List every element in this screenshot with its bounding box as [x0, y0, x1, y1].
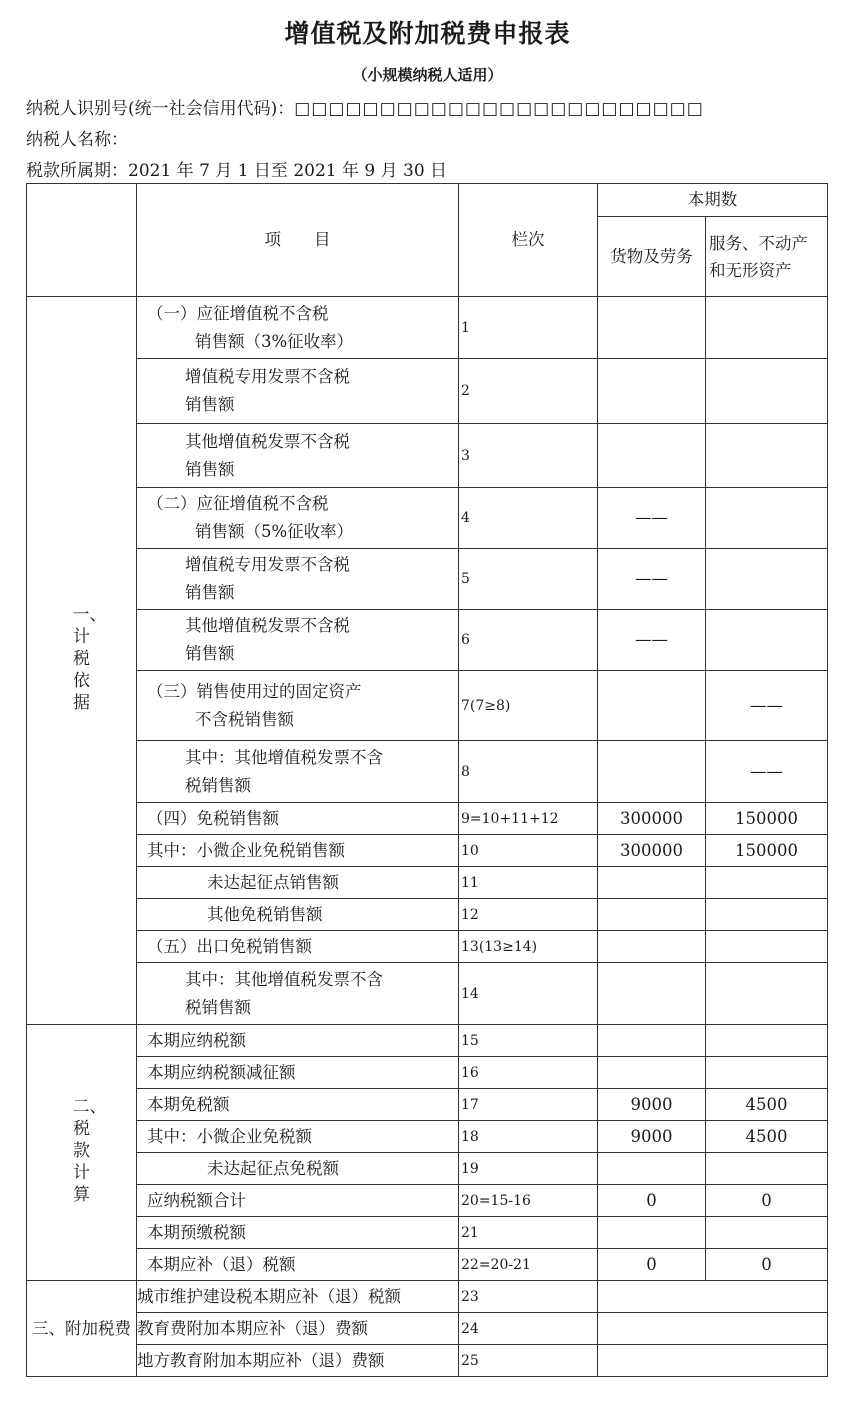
- table-row: [27, 1313, 828, 1345]
- declaration-table: [26, 183, 828, 1377]
- tax-period-value: 2021 年 7 月 1 日至 2021 年 9 月 30 日: [128, 161, 448, 181]
- row-item-label: [137, 488, 459, 549]
- row-goods-amount[interactable]: [598, 671, 706, 741]
- row-column-number: 17: [459, 1089, 598, 1121]
- row-column-number: 1: [459, 297, 598, 359]
- row-item-text: （四）免税销售额: [147, 808, 279, 828]
- row-services-amount[interactable]: 150000: [706, 835, 828, 867]
- row-column-number: 14: [459, 963, 598, 1025]
- row-column-number: 23: [459, 1281, 598, 1313]
- section-cell-blank: [27, 184, 137, 297]
- row-item-label: [137, 1089, 459, 1121]
- table-row: [27, 963, 828, 1025]
- row-item-label: [137, 610, 459, 671]
- row-column-number: 20=15-16: [459, 1185, 598, 1217]
- row-services-amount[interactable]: [706, 1025, 828, 1057]
- row-column-number: 4: [459, 488, 598, 549]
- row-services-amount[interactable]: [706, 1217, 828, 1249]
- row-column-number: 2: [459, 359, 598, 424]
- row-column-number: 25: [459, 1345, 598, 1377]
- row-services-amount[interactable]: 150000: [706, 803, 828, 835]
- tax-period-label: 税款所属期：: [26, 161, 128, 181]
- row-item-text: 城市维护建设税本期应补（退）税额: [137, 1286, 401, 1306]
- row-goods-amount[interactable]: 9000: [598, 1121, 706, 1153]
- row-item-label: [137, 1313, 459, 1345]
- row-item-text: 税销售额: [185, 997, 251, 1017]
- header-goods: 货物及劳务: [598, 217, 706, 297]
- table-row: [27, 899, 828, 931]
- header-column: 栏次: [459, 184, 598, 297]
- row-item-text: 其中：小微企业免税额: [147, 1126, 312, 1146]
- row-item-text: 地方教育附加本期应补（退）费额: [137, 1350, 385, 1370]
- row-item-label: [137, 741, 459, 803]
- row-goods-amount[interactable]: [598, 867, 706, 899]
- row-item-label: [137, 1345, 459, 1377]
- table-row: [27, 741, 828, 803]
- row-item-text: 不含税销售额: [195, 709, 294, 729]
- row-item-text: 销售额: [185, 395, 235, 414]
- row-goods-amount[interactable]: [598, 741, 706, 803]
- row-goods-amount[interactable]: ——: [598, 488, 706, 549]
- row-services-amount[interactable]: [706, 1153, 828, 1185]
- table-row: [27, 1185, 828, 1217]
- row-item-label: [137, 1185, 459, 1217]
- row-item-text: 其他增值税发票不含税: [185, 431, 350, 451]
- row-goods-amount[interactable]: 0: [598, 1185, 706, 1217]
- row-services-amount[interactable]: ——: [706, 671, 828, 741]
- row-item-label: [137, 1249, 459, 1281]
- table-row: [27, 1281, 828, 1313]
- row-item-text: （三）销售使用过的固定资产: [147, 681, 362, 701]
- taxpayer-id-line: [26, 94, 704, 119]
- row-item-text: 税销售额: [185, 775, 251, 795]
- section-label-1: [27, 297, 137, 1025]
- row-column-number: 22=20-21: [459, 1249, 598, 1281]
- table-row: [27, 1121, 828, 1153]
- table-row: [27, 1025, 828, 1057]
- table-row: [27, 1249, 828, 1281]
- table-row: [27, 297, 828, 359]
- row-item-text: 销售额: [185, 644, 235, 663]
- row-surtax-amount[interactable]: [598, 1345, 828, 1377]
- table-row: [27, 549, 828, 610]
- row-services-amount[interactable]: 4500: [706, 1089, 828, 1121]
- row-item-text: （二）应征增值税不含税: [147, 494, 329, 513]
- row-item-text: 其他免税销售额: [207, 904, 323, 924]
- section-label-text: 一、计税依据: [72, 605, 107, 713]
- row-column-number: 12: [459, 899, 598, 931]
- row-item-label: [137, 1121, 459, 1153]
- row-item-label: [137, 835, 459, 867]
- row-column-number: 16: [459, 1057, 598, 1089]
- section-label-3: [27, 1281, 137, 1377]
- row-goods-amount[interactable]: 0: [598, 1249, 706, 1281]
- row-item-text: 未达起征点销售额: [207, 872, 339, 892]
- row-item-text: 其他增值税发票不含税: [185, 616, 350, 635]
- taxpayer-id-boxes[interactable]: □□□□□□□□□□□□□□□□□□□□□□□□: [294, 99, 704, 119]
- row-services-amount[interactable]: [706, 549, 828, 610]
- row-column-number: 19: [459, 1153, 598, 1185]
- row-item-text: 增值税专用发票不含税: [185, 367, 350, 386]
- table-row: [27, 835, 828, 867]
- table-row: [27, 671, 828, 741]
- row-services-amount[interactable]: [706, 359, 828, 424]
- row-column-number: 10: [459, 835, 598, 867]
- row-goods-amount[interactable]: 9000: [598, 1089, 706, 1121]
- row-column-number: 8: [459, 741, 598, 803]
- table-row: [27, 1345, 828, 1377]
- row-item-text: 本期应补（退）税额: [147, 1254, 296, 1274]
- table-row: [27, 1217, 828, 1249]
- row-item-label: [137, 867, 459, 899]
- row-item-label: [137, 1153, 459, 1185]
- row-column-number: 6: [459, 610, 598, 671]
- row-goods-amount[interactable]: [598, 899, 706, 931]
- row-item-text: 本期应纳税额减征额: [147, 1062, 296, 1082]
- table-row: [27, 1089, 828, 1121]
- row-item-label: [137, 963, 459, 1025]
- row-services-amount[interactable]: 0: [706, 1249, 828, 1281]
- row-item-label: [137, 1025, 459, 1057]
- row-column-number: 15: [459, 1025, 598, 1057]
- row-item-label: [137, 803, 459, 835]
- table-row: [27, 1153, 828, 1185]
- row-services-amount[interactable]: [706, 424, 828, 488]
- table-row: [27, 359, 828, 424]
- table-row: [27, 803, 828, 835]
- row-item-label: [137, 549, 459, 610]
- row-item-label: [137, 359, 459, 424]
- row-item-text: 销售额（3%征收率）: [195, 331, 354, 351]
- row-item-text: 其中：其他增值税发票不含: [185, 747, 383, 767]
- row-services-amount[interactable]: [706, 610, 828, 671]
- tax-period-line: [26, 156, 447, 181]
- taxpayer-name-label: 纳税人名称：: [26, 130, 128, 150]
- row-column-number: 13(13≥14): [459, 931, 598, 963]
- row-column-number: 9=10+11+12: [459, 803, 598, 835]
- row-item-text: 教育费附加本期应补（退）费额: [137, 1318, 368, 1338]
- table-row: [27, 931, 828, 963]
- row-item-label: [137, 899, 459, 931]
- row-item-label: [137, 1217, 459, 1249]
- row-item-text: 其中：其他增值税发票不含: [185, 969, 383, 989]
- table-row: [27, 610, 828, 671]
- row-item-text: 应纳税额合计: [147, 1190, 246, 1210]
- row-goods-amount[interactable]: 300000: [598, 803, 706, 835]
- row-services-amount[interactable]: [706, 931, 828, 963]
- form-subtitle: （小规模纳税人适用）: [352, 66, 503, 84]
- row-goods-amount[interactable]: [598, 297, 706, 359]
- row-item-text: 销售额（5%征收率）: [195, 522, 354, 541]
- row-item-label: [137, 1281, 459, 1313]
- row-services-amount[interactable]: [706, 297, 828, 359]
- row-goods-amount[interactable]: ——: [598, 610, 706, 671]
- row-surtax-amount[interactable]: [598, 1281, 828, 1313]
- row-goods-amount[interactable]: 300000: [598, 835, 706, 867]
- row-services-amount[interactable]: [706, 1057, 828, 1089]
- row-item-text: 增值税专用发票不含税: [185, 555, 350, 574]
- row-goods-amount[interactable]: [598, 1217, 706, 1249]
- row-item-label: [137, 297, 459, 359]
- section-label-text: 二、税款计算: [72, 1097, 107, 1205]
- row-column-number: 11: [459, 867, 598, 899]
- row-services-amount[interactable]: [706, 488, 828, 549]
- row-item-label: [137, 671, 459, 741]
- row-goods-amount[interactable]: [598, 1153, 706, 1185]
- row-services-amount[interactable]: [706, 899, 828, 931]
- row-goods-amount[interactable]: ——: [598, 549, 706, 610]
- row-goods-amount[interactable]: [598, 931, 706, 963]
- row-surtax-amount[interactable]: [598, 1313, 828, 1345]
- row-services-amount[interactable]: 4500: [706, 1121, 828, 1153]
- row-item-text: 本期预缴税额: [147, 1222, 246, 1242]
- row-goods-amount[interactable]: [598, 1025, 706, 1057]
- row-item-text: （一）应征增值税不含税: [147, 303, 329, 323]
- row-services-amount[interactable]: ——: [706, 741, 828, 803]
- row-item-label: [137, 931, 459, 963]
- declaration-table-body: [27, 184, 828, 1377]
- row-services-amount[interactable]: 0: [706, 1185, 828, 1217]
- row-column-number: 7(7≥8): [459, 671, 598, 741]
- row-goods-amount[interactable]: [598, 963, 706, 1025]
- row-item-text: 未达起征点免税额: [207, 1158, 339, 1178]
- row-goods-amount[interactable]: [598, 424, 706, 488]
- header-services: 服务、不动产 和无形资产: [706, 217, 828, 297]
- section-label-2: [27, 1025, 137, 1281]
- table-row: [27, 867, 828, 899]
- row-item-text: 销售额: [185, 583, 235, 602]
- table-row: [27, 1057, 828, 1089]
- row-item-text: 销售额: [185, 459, 235, 479]
- row-goods-amount[interactable]: [598, 359, 706, 424]
- table-row: [27, 488, 828, 549]
- row-item-text: 本期免税额: [147, 1094, 230, 1114]
- row-item-text: 本期应纳税额: [147, 1030, 246, 1050]
- section-label-text: 三、附加税费: [32, 1318, 131, 1338]
- row-column-number: 21: [459, 1217, 598, 1249]
- row-item-label: [137, 424, 459, 488]
- row-services-amount[interactable]: [706, 867, 828, 899]
- header-current-period: 本期数: [598, 184, 828, 217]
- row-item-text: 其中：小微企业免税销售额: [147, 840, 345, 860]
- row-goods-amount[interactable]: [598, 1057, 706, 1089]
- row-column-number: 3: [459, 424, 598, 488]
- row-column-number: 5: [459, 549, 598, 610]
- taxpayer-id-label: 纳税人识别号(统一社会信用代码)：: [26, 99, 295, 119]
- row-services-amount[interactable]: [706, 963, 828, 1025]
- row-item-text: （五）出口免税销售额: [147, 936, 312, 956]
- header-item: 项 目: [137, 184, 459, 297]
- table-row: [27, 424, 828, 488]
- row-column-number: 18: [459, 1121, 598, 1153]
- row-column-number: 24: [459, 1313, 598, 1345]
- row-item-label: [137, 1057, 459, 1089]
- form-title: 增值税及附加税费申报表: [284, 19, 571, 48]
